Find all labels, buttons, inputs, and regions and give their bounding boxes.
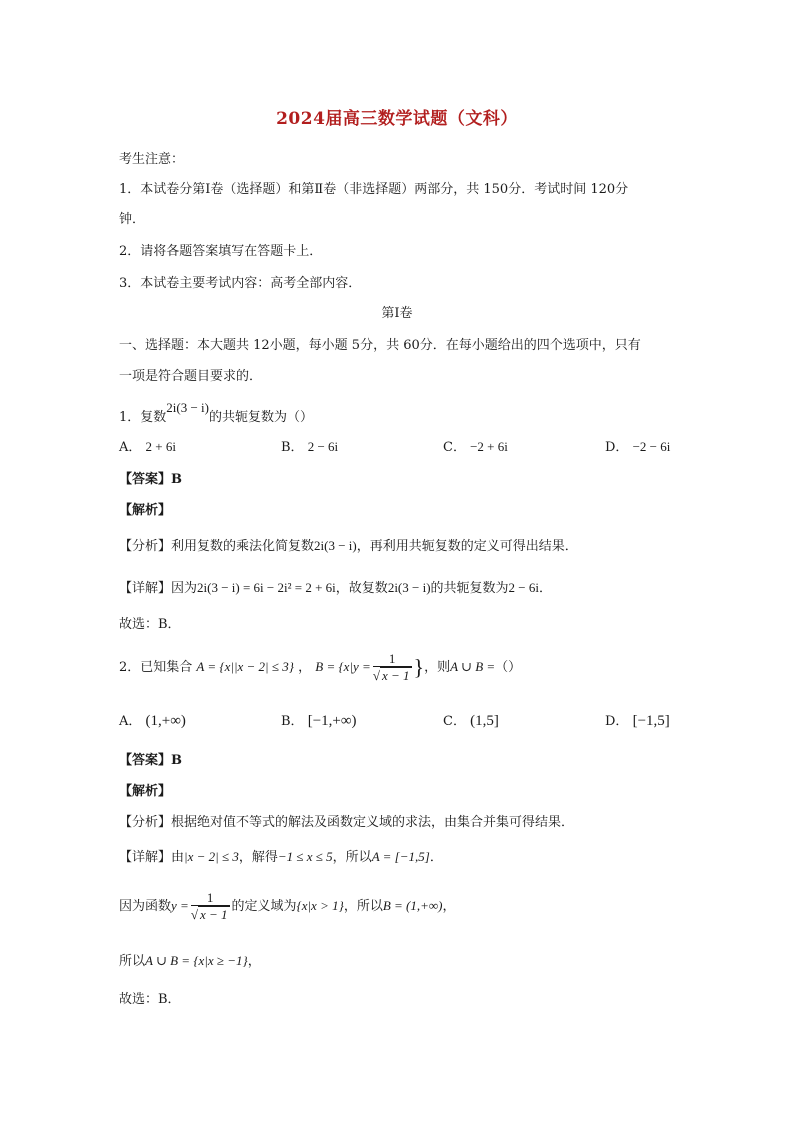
question-1-choose: 故选：B． [119, 617, 181, 632]
notice-item-1: 1．本试卷分第Ⅰ卷（选择题）和第Ⅱ卷（非选择题）两部分，共 150分．考试时间 120分 [119, 182, 629, 197]
set-b-fraction: $\frac{1}{√ x - 1}$ [372, 651, 410, 683]
set-b-expression: B = {x|y = [315, 659, 371, 674]
notice-item-2: 2．请将各题答案填写在答题卡上． [119, 244, 323, 259]
question-2-option-c: C． (1,5] [443, 713, 499, 729]
question-2-choose: 故选：B． [119, 992, 181, 1007]
page-title: 2024届高三数学试题（文科） [276, 109, 518, 129]
volume-label: 第Ⅰ卷 [381, 306, 413, 321]
question-1-expression: 2i(3 − i) [166, 400, 209, 415]
notice-item-3: 3．本试卷主要考试内容：高考全部内容． [119, 276, 362, 291]
question-2-detail-line-2: 因为函数y = $\frac{1}{√ x - 1}$ 的定义域为{x|x > 1}，所以B = (1,+∞)， [119, 890, 456, 922]
question-2-option-b: B． [−1,+∞) [281, 713, 357, 729]
notice-heading: 考生注意： [119, 152, 185, 167]
question-2-option-d: D． [−1,5] [605, 713, 670, 729]
question-1-option-b: B． 2 − 6i [281, 439, 339, 455]
question-2-option-a: A． (1,+∞) [119, 713, 186, 729]
question-1-fenxi: 【分析】利用复数的乘法化简复数2i(3 − i)，再利用共轭复数的定义可得出结果． [119, 538, 578, 554]
set-a-expression: A = {x||x − 2| ≤ 3} [196, 659, 294, 674]
question-2-detail: 【详解】由|x − 2| ≤ 3，解得−1 ≤ x ≤ 5，所以A = [−1,5]． [119, 849, 443, 865]
question-2: 2．已知集合 A = {x||x − 2| ≤ 3} ， B = {x|y = $\frac{1}{√ x - 1}$ }，则A ∪ B =（） [119, 651, 522, 683]
question-1-option-d: D． −2 − 6i [605, 439, 671, 455]
question-1-option-c: C． −2 + 6i [443, 439, 508, 455]
function-fraction: $\frac{1}{√ x - 1}$ [190, 890, 228, 922]
union-expression: A ∪ B = [450, 659, 496, 674]
question-2-fenxi: 【分析】根据绝对值不等式的解法及函数定义域的求法，由集合并集可得结果． [119, 815, 575, 830]
question-1 [119, 400, 314, 425]
question-1-analysis-label: 【解析】 [119, 503, 172, 518]
question-2-detail-line-3: 所以A ∪ B = {x|x ≥ −1}， [119, 953, 261, 969]
question-1-answer: 【答案】B [119, 472, 182, 487]
notice-item-1-cont: 钟． [119, 212, 146, 227]
question-1-option-a: A． 2 + 6i [119, 439, 176, 455]
section-instructions: 一、选择题：本大题共 12小题，每小题 5分，共 60分．在每小题给出的四个选项中，只有 [119, 338, 641, 353]
question-1-detail: 【详解】因为2i(3 − i) = 6i − 2i² = 2 + 6i，故复数2i(3 − i)的共轭复数为2 − 6i． [119, 580, 553, 596]
question-1-suffix: 的共轭复数为（） [209, 410, 314, 425]
question-1-prefix: 1．复数 [119, 410, 167, 425]
question-2-analysis-label: 【解析】 [119, 784, 172, 799]
question-2-answer: 【答案】B [119, 753, 182, 768]
section-instructions-cont: 一项是符合题目要求的． [119, 369, 263, 384]
